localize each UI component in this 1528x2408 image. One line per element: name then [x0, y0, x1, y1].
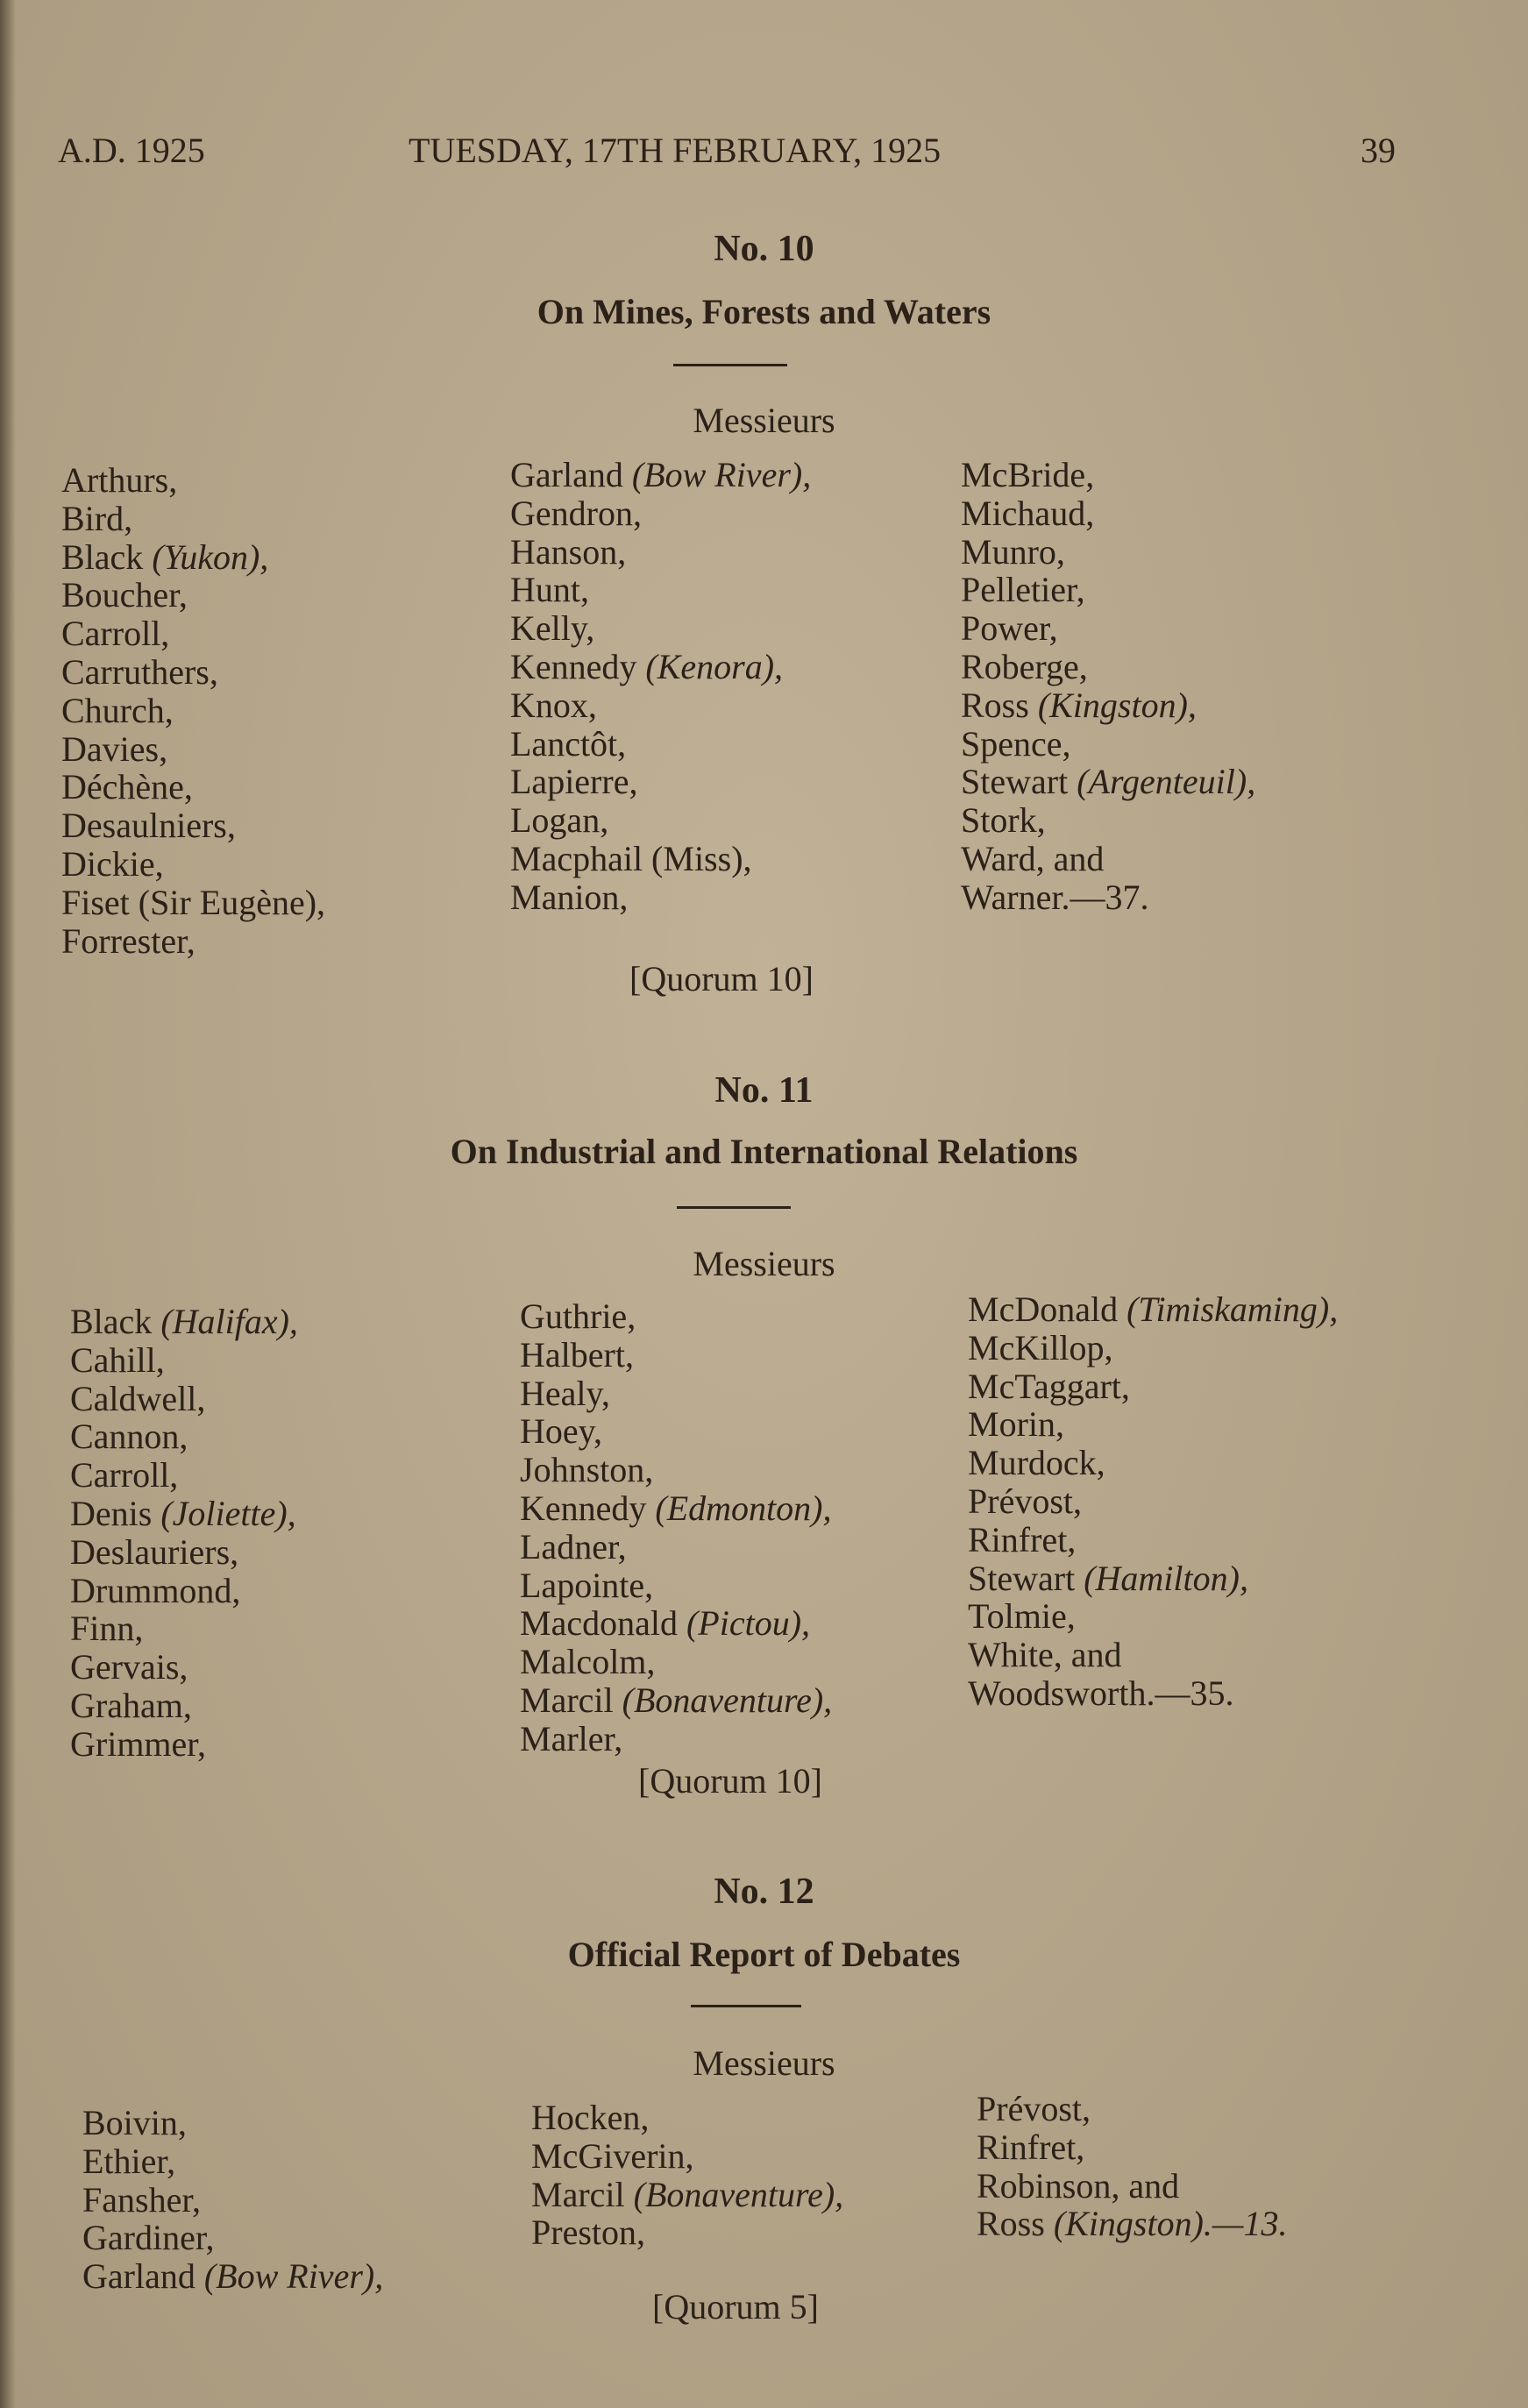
member-entry — [961, 878, 1255, 917]
member-entry — [531, 2213, 843, 2252]
member-entry — [70, 1303, 298, 1341]
member-entry — [70, 1417, 298, 1456]
quorum-note: [Quorum 5] — [652, 2287, 819, 2326]
member-name: Halbert, — [520, 1334, 634, 1374]
member-name: Macphail (Miss), — [510, 838, 752, 878]
member-name: Marcil — [531, 2174, 625, 2214]
member-entry — [70, 1495, 298, 1533]
member-constituency: (Kingston).—13. — [1053, 2204, 1288, 2244]
messieurs-heading: Messieurs — [693, 2043, 835, 2083]
member-name: McBride, — [961, 455, 1095, 494]
section-rule — [691, 2005, 801, 2007]
member-constituency: (Bow River), — [203, 2256, 384, 2297]
member-entry — [968, 1597, 1338, 1636]
member-entry — [977, 2128, 1288, 2167]
member-entry — [510, 533, 811, 572]
member-entry — [531, 2137, 843, 2176]
header-year: A.D. 1925 — [58, 131, 205, 170]
member-constituency: (Yukon), — [152, 536, 269, 577]
member-name: Boucher, — [61, 575, 188, 615]
member-name: Ladner, — [520, 1526, 627, 1566]
member-entry — [61, 461, 325, 500]
member-column-1 — [61, 461, 325, 960]
member-entry — [968, 1405, 1338, 1444]
member-constituency: (Argenteuil), — [1077, 762, 1256, 802]
member-name: Michaud, — [961, 493, 1095, 533]
member-entry — [510, 801, 811, 840]
member-constituency: (Kenora), — [645, 646, 784, 686]
member-constituency: (Bonaventure), — [622, 1680, 833, 1720]
member-name: Hanson, — [510, 531, 627, 572]
member-name: Bird, — [61, 498, 133, 538]
member-entry — [968, 1444, 1338, 1482]
section-number: No. 12 — [714, 1872, 814, 1912]
member-name: Deslauriers, — [70, 1531, 239, 1572]
member-name: McGiverin, — [531, 2135, 694, 2176]
member-entry — [82, 2142, 383, 2181]
member-entry — [70, 1572, 298, 1610]
member-entry — [961, 801, 1255, 840]
member-name: Stork, — [961, 800, 1046, 841]
member-name: Davies, — [61, 728, 168, 769]
member-name: Ward, and — [961, 838, 1105, 878]
member-entry — [61, 653, 325, 692]
member-name: Garland — [510, 455, 623, 494]
member-entry — [82, 2181, 383, 2220]
member-constituency: (Bonaventure), — [633, 2174, 844, 2214]
member-constituency: (Joliette), — [160, 1493, 296, 1533]
member-entry — [968, 1367, 1338, 1406]
quorum-note: [Quorum 10] — [629, 959, 814, 998]
member-column-3 — [968, 1290, 1338, 1713]
member-entry — [61, 806, 325, 845]
page-number: 39 — [1361, 131, 1396, 170]
member-name: Johnston, — [520, 1450, 654, 1490]
member-name: McDonald — [968, 1289, 1119, 1329]
section-title: On Mines, Forests and Waters — [537, 292, 991, 331]
member-entry — [968, 1674, 1338, 1713]
member-entry — [531, 2176, 843, 2214]
member-column-1 — [70, 1303, 298, 1764]
member-constituency: (Kingston), — [1037, 685, 1197, 725]
member-name: Stewart — [961, 762, 1069, 802]
member-name: Black — [61, 536, 144, 577]
running-header — [0, 130, 1528, 182]
member-name: Denis — [70, 1493, 153, 1533]
member-name: Logan, — [510, 800, 609, 841]
member-entry — [968, 1290, 1338, 1329]
member-name: Roberge, — [961, 646, 1088, 686]
member-name: Arthurs, — [61, 460, 178, 500]
member-entry — [510, 840, 811, 878]
member-name: Fansher, — [82, 2179, 202, 2220]
member-name: Caldwell, — [70, 1378, 206, 1418]
member-entry — [520, 1336, 832, 1374]
member-entry — [510, 878, 811, 917]
member-entry — [977, 2205, 1288, 2243]
member-entry — [61, 500, 325, 538]
member-entry — [520, 1643, 832, 1681]
member-name: Rinfret, — [968, 1519, 1077, 1559]
member-name: Gendron, — [510, 493, 642, 533]
member-name: Carroll, — [70, 1455, 179, 1495]
member-column-2 — [520, 1297, 832, 1758]
member-name: Murdock, — [968, 1443, 1105, 1483]
member-name: Rinfret, — [977, 2127, 1085, 2167]
member-entry — [70, 1341, 298, 1380]
section-title: Official Report of Debates — [567, 1935, 961, 1974]
member-name: Carruthers, — [61, 651, 218, 692]
member-name: Pelletier, — [961, 570, 1085, 610]
member-entry — [520, 1412, 832, 1451]
member-column-2 — [531, 2099, 843, 2252]
member-name: Munro, — [961, 531, 1065, 572]
member-entry — [61, 614, 325, 653]
member-entry — [520, 1374, 832, 1413]
member-name: Marler, — [520, 1718, 623, 1758]
member-entry — [968, 1636, 1338, 1674]
section-rule — [677, 1206, 791, 1209]
member-constituency: (Edmonton), — [655, 1488, 832, 1528]
member-entry — [961, 763, 1255, 801]
member-entry — [61, 884, 325, 922]
member-name: Woodsworth.—35. — [968, 1673, 1234, 1713]
member-name: Ross — [961, 685, 1029, 725]
member-name: Spence, — [961, 723, 1071, 764]
member-entry — [82, 2219, 383, 2257]
member-name: Gervais, — [70, 1647, 188, 1687]
member-name: Prévost, — [968, 1481, 1082, 1521]
member-name: Morin, — [968, 1404, 1064, 1445]
member-entry — [510, 494, 811, 533]
member-name: Boivin, — [82, 2103, 187, 2142]
member-name: Hocken, — [531, 2098, 650, 2137]
member-constituency: (Hamilton), — [1084, 1558, 1248, 1598]
member-entry — [961, 533, 1255, 572]
member-entry — [961, 609, 1255, 648]
member-entry — [510, 648, 811, 686]
member-column-2 — [510, 456, 811, 917]
member-entry — [961, 725, 1255, 764]
member-name: Lapointe, — [520, 1565, 654, 1605]
member-entry — [961, 686, 1255, 725]
member-name: Fiset (Sir Eugène), — [61, 882, 326, 922]
member-name: Gardiner, — [82, 2218, 215, 2258]
member-entry — [520, 1566, 832, 1605]
member-constituency: (Pictou), — [686, 1603, 811, 1644]
member-name: Preston, — [531, 2213, 645, 2253]
member-name: Knox, — [510, 685, 597, 725]
member-name: Macdonald — [520, 1603, 678, 1644]
member-entry — [961, 494, 1255, 533]
messieurs-heading: Messieurs — [693, 401, 835, 440]
member-entry — [70, 1725, 298, 1764]
member-entry — [961, 456, 1255, 494]
member-entry — [61, 692, 325, 730]
member-entry — [968, 1559, 1338, 1598]
member-name: Drummond, — [70, 1570, 241, 1610]
messieurs-heading: Messieurs — [693, 1244, 835, 1283]
section-rule — [673, 364, 787, 366]
member-constituency: (Timiskaming), — [1126, 1289, 1339, 1329]
member-name: Robinson, and — [977, 2165, 1180, 2206]
member-name: Kennedy — [510, 646, 637, 686]
member-entry — [70, 1533, 298, 1572]
member-entry — [61, 845, 325, 884]
member-name: Kennedy — [520, 1488, 647, 1528]
member-name: Warner.—37. — [961, 877, 1149, 917]
member-name: Hoey, — [520, 1411, 603, 1452]
member-name: Cahill, — [70, 1339, 165, 1380]
member-entry — [61, 922, 325, 961]
member-entry — [968, 1482, 1338, 1521]
member-name: Lapierre, — [510, 762, 638, 802]
member-entry — [70, 1648, 298, 1687]
member-name: Power, — [961, 608, 1058, 649]
member-entry — [968, 1521, 1338, 1559]
member-name: Prévost, — [977, 2089, 1091, 2128]
member-entry — [520, 1489, 832, 1528]
member-column-1 — [82, 2104, 383, 2296]
member-name: Stewart — [968, 1558, 1076, 1598]
section-number: No. 10 — [714, 229, 814, 269]
member-name: Desaulniers, — [61, 806, 236, 846]
member-entry — [510, 456, 811, 494]
member-name: Healy, — [520, 1373, 610, 1413]
member-entry — [510, 571, 811, 609]
member-name: Kelly, — [510, 608, 595, 649]
member-name: Graham, — [70, 1685, 192, 1725]
section-title: On Industrial and International Relations — [450, 1132, 1078, 1171]
member-entry — [520, 1681, 832, 1720]
member-constituency: (Halifax), — [160, 1302, 298, 1341]
member-name: Manion, — [510, 877, 629, 917]
member-entry — [977, 2090, 1288, 2128]
member-entry — [70, 1687, 298, 1725]
member-entry — [961, 571, 1255, 609]
member-name: Guthrie, — [520, 1296, 636, 1336]
member-entry — [61, 730, 325, 769]
member-name: Forrester, — [61, 920, 195, 961]
member-name: Hunt, — [510, 570, 589, 610]
member-entry — [968, 1329, 1338, 1367]
member-entry — [61, 538, 325, 577]
member-entry — [61, 576, 325, 614]
member-name: Lanctôt, — [510, 723, 627, 764]
member-entry — [510, 725, 811, 764]
member-column-3 — [977, 2090, 1288, 2243]
member-name: Cannon, — [70, 1417, 188, 1457]
member-entry — [520, 1528, 832, 1566]
member-entry — [82, 2104, 383, 2142]
header-date: TUESDAY, 17TH FEBRUARY, 1925 — [409, 131, 942, 170]
member-name: Ethier, — [82, 2141, 176, 2181]
member-entry — [510, 686, 811, 725]
member-entry — [961, 840, 1255, 878]
member-entry — [510, 763, 811, 801]
member-name: Malcolm, — [520, 1642, 656, 1682]
member-entry — [70, 1456, 298, 1495]
member-entry — [520, 1720, 832, 1758]
member-entry — [520, 1604, 832, 1643]
member-entry — [520, 1451, 832, 1489]
member-entry — [82, 2257, 383, 2296]
member-name: McTaggart, — [968, 1366, 1130, 1406]
section-number: No. 11 — [714, 1070, 814, 1111]
member-column-3 — [961, 456, 1255, 917]
member-name: Church, — [61, 690, 174, 730]
member-name: Marcil — [520, 1680, 614, 1720]
member-name: McKillop, — [968, 1327, 1113, 1367]
quorum-note: [Quorum 10] — [638, 1761, 822, 1801]
member-name: Grimmer, — [70, 1723, 207, 1764]
member-name: Déchène, — [61, 767, 193, 807]
member-name: Ross — [977, 2204, 1045, 2244]
member-entry — [977, 2167, 1288, 2206]
member-name: Carroll, — [61, 614, 170, 654]
member-entry — [520, 1297, 832, 1336]
member-name: White, and — [968, 1635, 1122, 1675]
member-entry — [70, 1380, 298, 1418]
member-name: Tolmie, — [968, 1596, 1076, 1637]
member-entry — [61, 768, 325, 806]
member-name: Black — [70, 1302, 153, 1341]
member-entry — [70, 1609, 298, 1648]
member-entry — [510, 609, 811, 648]
member-name: Finn, — [70, 1609, 144, 1649]
member-constituency: (Bow River), — [631, 455, 812, 494]
member-entry — [961, 648, 1255, 686]
member-name: Garland — [82, 2256, 195, 2297]
member-entry — [531, 2099, 843, 2137]
member-name: Dickie, — [61, 843, 164, 884]
